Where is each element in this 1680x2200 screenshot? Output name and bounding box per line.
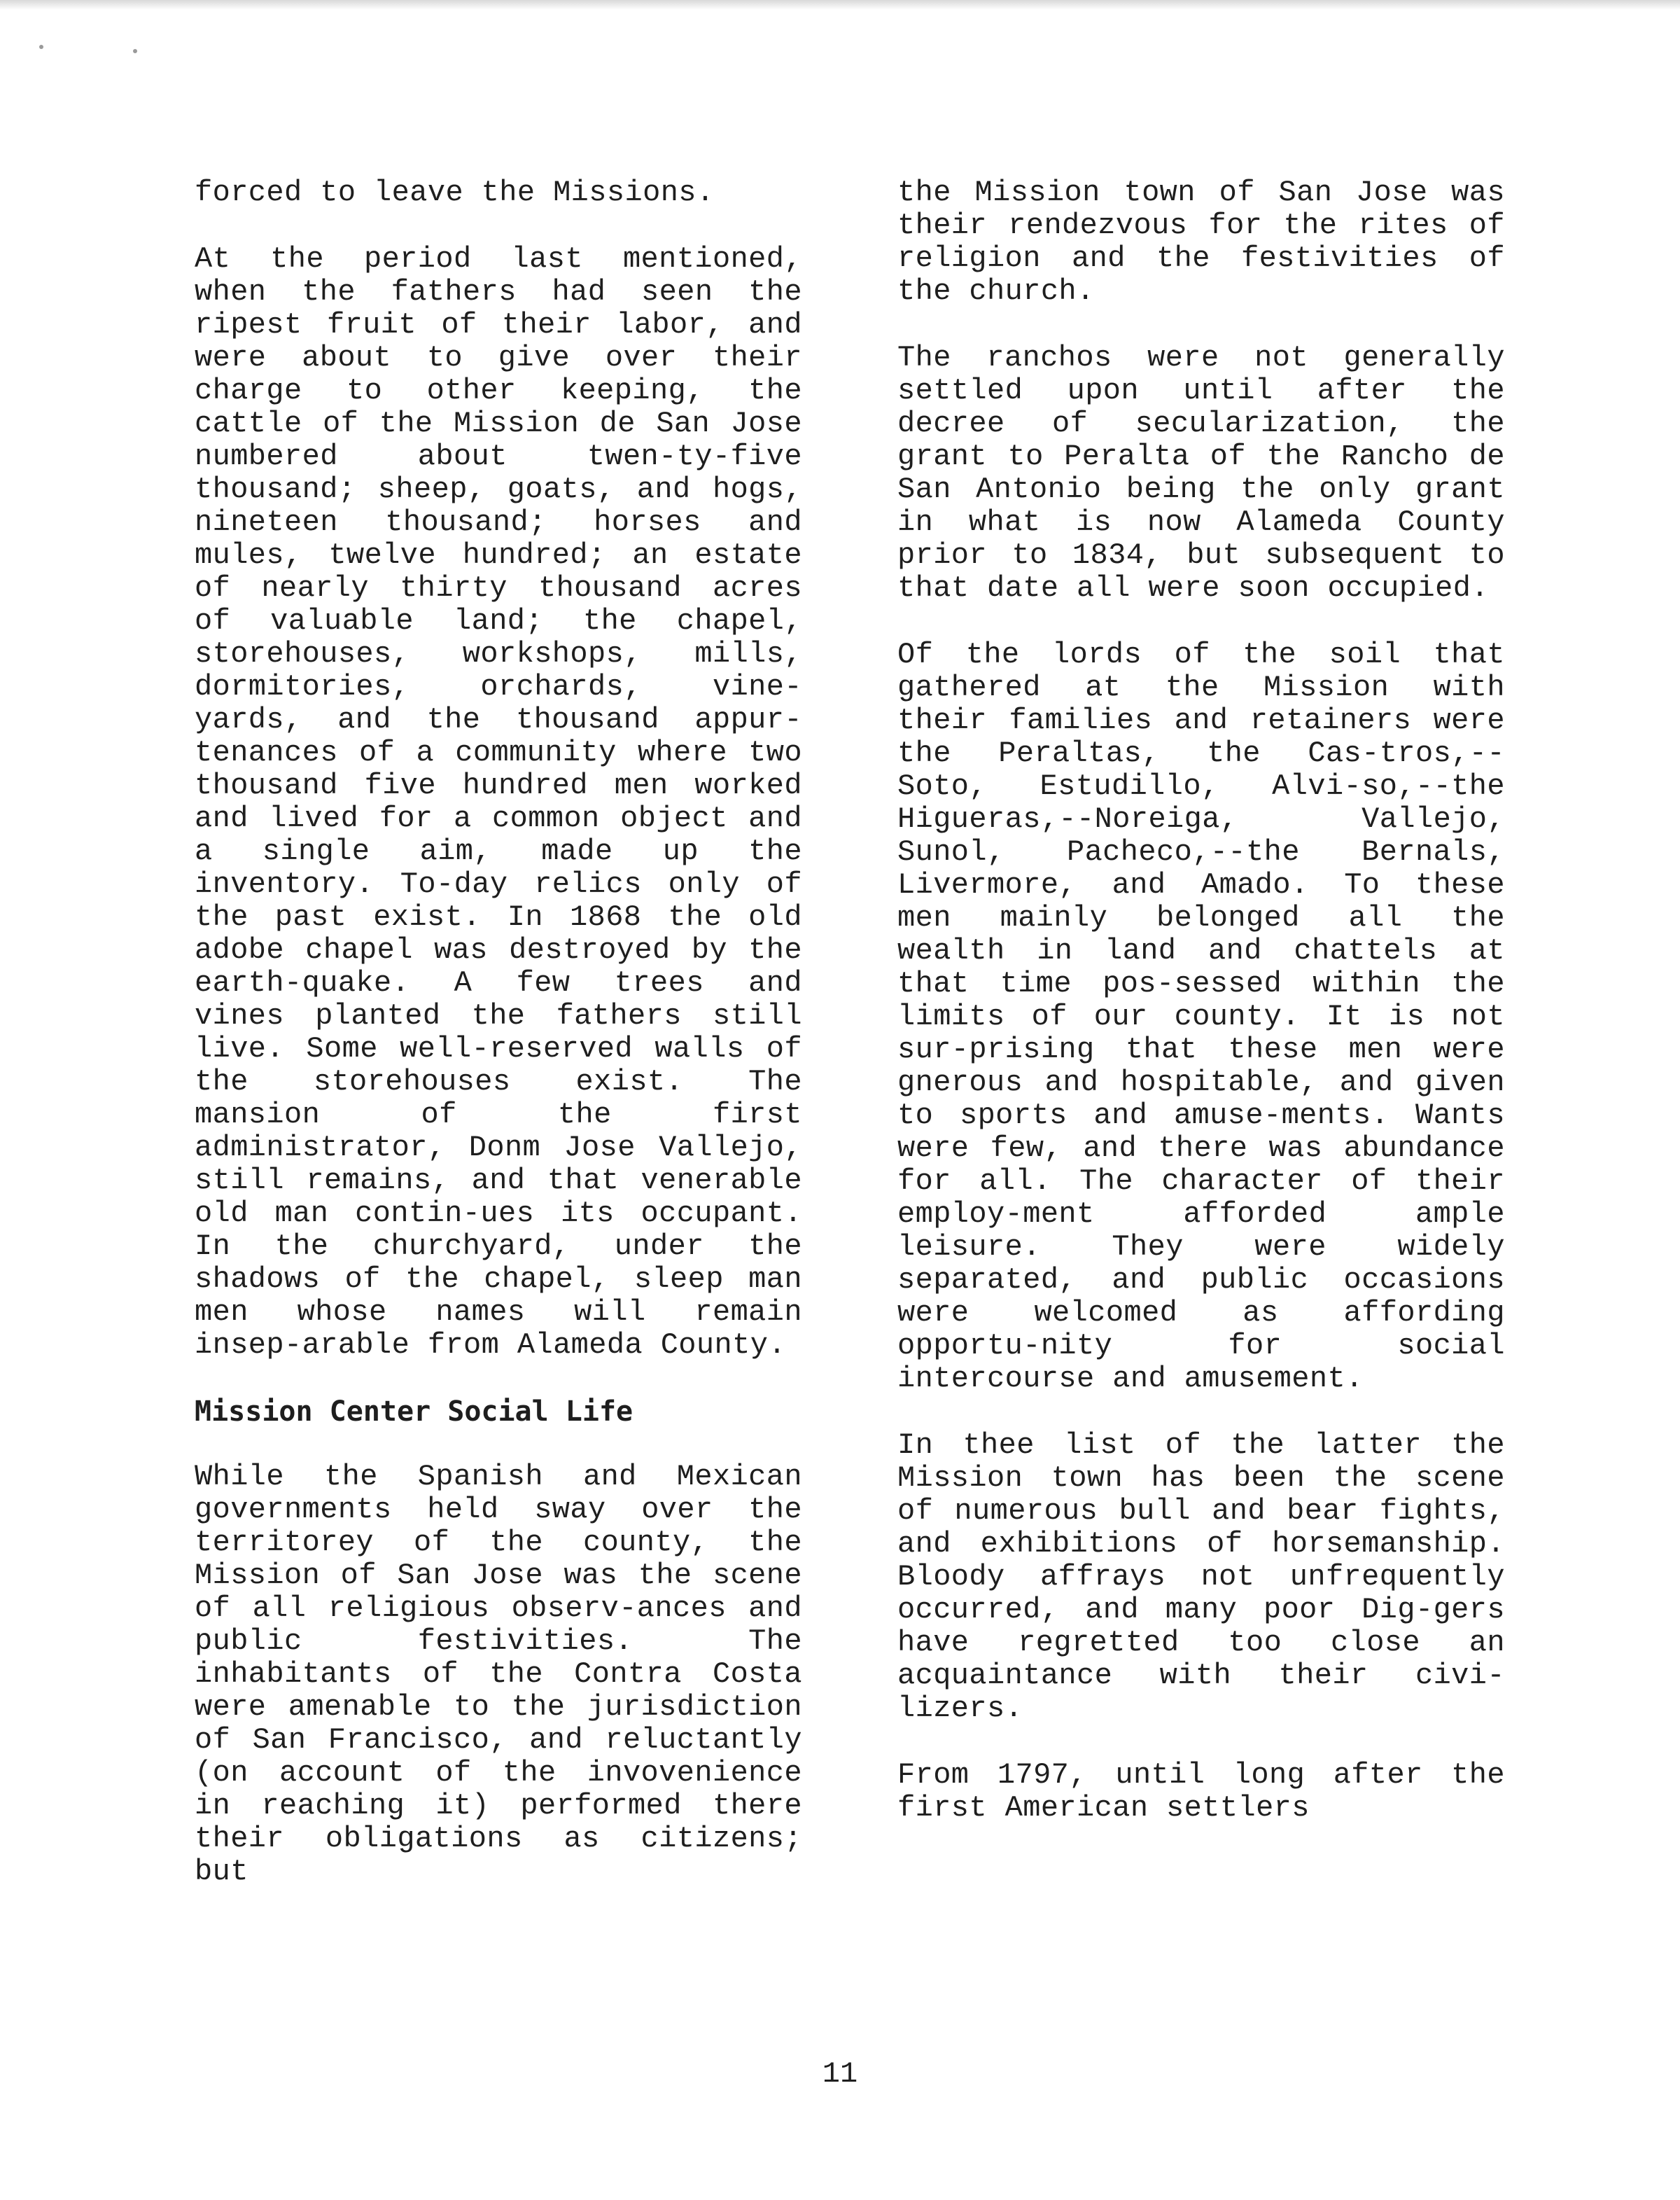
scan-speck	[133, 49, 137, 53]
left-column	[195, 176, 802, 1922]
paragraph: In thee list of the latter the Mission town has been the scene of numerous bull and bear fights, and exhibitions of horsemanship. Bloody affrays not unfrequently occurred, and many poor Dig-gers have regretted too close an acquaintance with their civi-lizers.	[897, 1428, 1505, 1725]
paragraph: The ranchos were not generally settled upon until after the decree of secularization, the grant to Peralta of the Rancho de San Antonio being the only grant in what is now Alameda County prior to 1834, but subsequent to that date all were soon occupied.	[897, 341, 1505, 605]
paragraph: Of the lords of the soil that gathered at the Mission with their families and retainers were the Peraltas, the Cas-tros,--Soto, Estudillo, Alvi-so,--the Higueras,--Noreiga, Vallejo, Sunol, Pacheco,--the Bernals, Livermore, and Amado. To these men mainly belonged all the wealth in land and chattels at that time pos-sessed within the limits of our county. It is not sur-prising that these men were gnerous and hospitable, and given to sports and amuse-ments. Wants were few, and there was abundance for all. The character of their employ-ment afforded ample leisure. They were widely separated, and public occasions were welcomed as affording opportu-nity for social intercourse and amusement.	[897, 638, 1505, 1395]
section-heading: Mission Center Social Life	[195, 1395, 634, 1428]
page-number: 11	[822, 2057, 858, 2091]
scan-speck	[39, 45, 43, 49]
paragraph: forced to leave the Missions.	[195, 176, 715, 209]
right-column	[897, 176, 1505, 1858]
paragraph: the Mission town of San Jose was their rendezvous for the rites of religion and the festivities of the church.	[897, 176, 1505, 308]
paragraph: While the Spanish and Mexican governments held sway over the territorey of the county, the Mission of San Jose was the scene of all religious observ-ances and public festivities. The inhabitants of the Contra Costa were amenable to the jurisdiction of San Francisco, and reluctantly (on account of the invovenience in reaching it) performed there their obligations as citizens; but	[195, 1460, 802, 1888]
scan-edge	[0, 0, 1680, 10]
paragraph: From 1797, until long after the first American settlers	[897, 1758, 1505, 1825]
paragraph: At the period last mentioned, when the fathers had seen the ripest fruit of their labor, and were about to give over their charge to other keeping, the cattle of the Mission de San Jose numbered about twen-ty-five thousand; sheep, goats, and hogs, nineteen thousand; horses and mules, twelve hundred; an estate of nearly thirty thousand acres of valuable land; the chapel, storehouses, workshops, mills, dormitories, orchards, vine-yards, and the thousand appur-tenances of a community where two thousand five hundred men worked and lived for a common object and a single aim, made up the inventory. To-day relics only of the past exist. In 1868 the old adobe chapel was destroyed by the earth-quake. A few trees and vines planted the fathers still live. Some well-reserved walls of the storehouses exist. The mansion of the first administrator, Donm Jose Vallejo, still remains, and that venerable old man contin-ues its occupant. In the churchyard, under the shadows of the chapel, sleep man men whose names will remain insep-arable from Alameda County.	[195, 242, 802, 1362]
